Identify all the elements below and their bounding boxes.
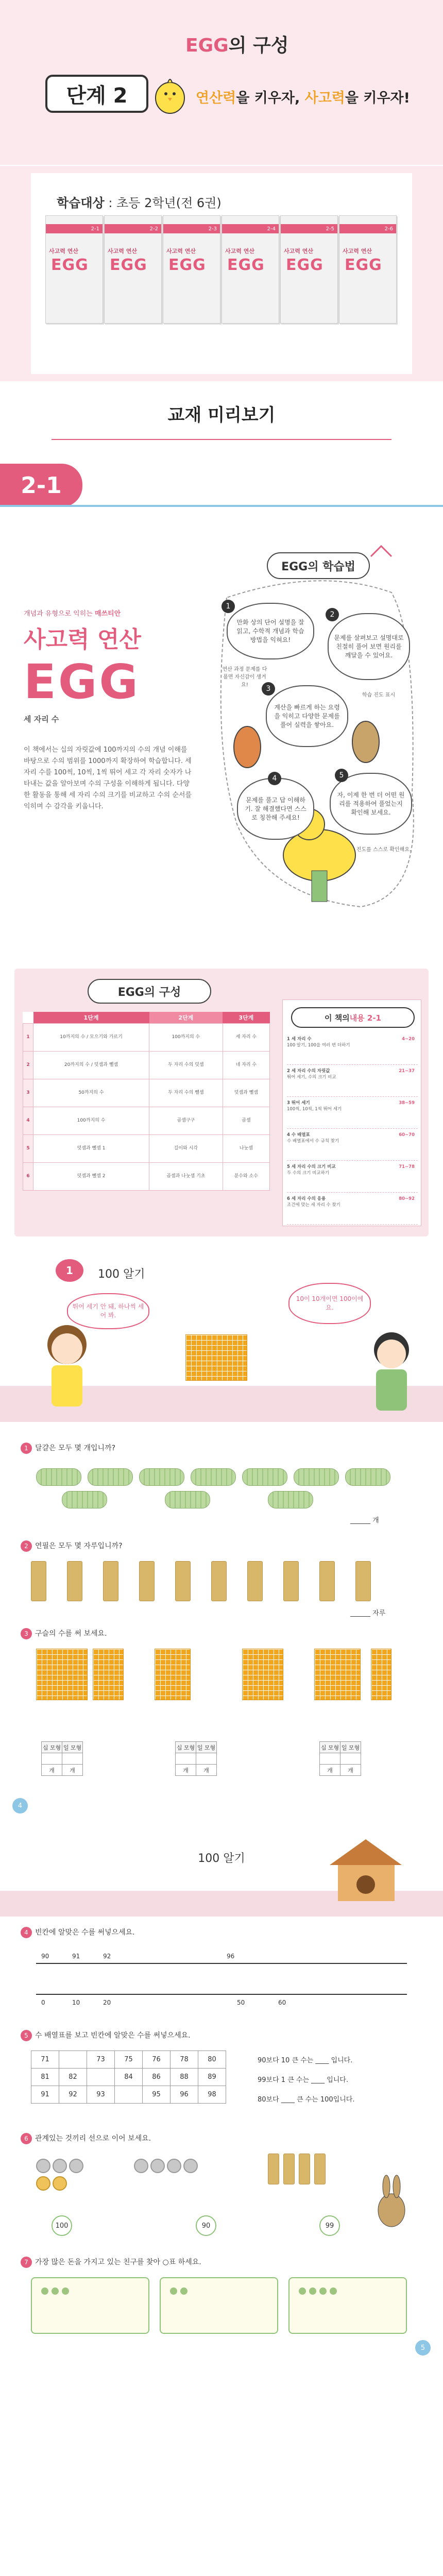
chapter-pages: 71~78 [399, 1164, 415, 1170]
boy-illustration [361, 1324, 422, 1422]
table-cell: 곱셈구구 [149, 1107, 223, 1134]
answer-blank[interactable]: ______ 자루 [350, 1609, 386, 1617]
note-text: 연산 과정 문제를 다 풀면 자신감이 생겨요! [222, 667, 267, 688]
question-number-icon: 7 [21, 2257, 32, 2268]
speech-text: 10이 10개이면 100이에요. [296, 1295, 364, 1311]
table-cell: 3 [23, 1079, 33, 1107]
number-chart [31, 2050, 226, 2104]
chapter-title-a: 이 책의 [324, 1013, 350, 1023]
target-section [0, 165, 443, 381]
coin-icon [53, 2159, 67, 2173]
money-panel[interactable] [288, 2277, 407, 2334]
egg-carton [345, 1468, 390, 1486]
question-text: 수 배열표를 보고 빈칸에 알맞은 수를 써넣으세요. [35, 2031, 191, 2040]
sentence-end: 입니다. [331, 2057, 353, 2064]
match-circle[interactable]: 90 [196, 2215, 216, 2236]
question-number-icon: 2 [21, 1540, 32, 1552]
chapter-detail: 조건에 맞는 세 자리 수 찾기 [287, 1202, 340, 1208]
table-cell: 100까지의 수 [33, 1107, 149, 1134]
chapter-pages: 21~37 [399, 1069, 415, 1074]
pv-cell[interactable] [196, 1753, 217, 1765]
pv-unit: 개 [320, 1765, 340, 1776]
book-egg: EGG [168, 256, 206, 274]
pv-unit: 개 [176, 1765, 196, 1776]
chapter-detail: 수 배열표에서 수 규칙 찾기 [287, 1139, 339, 1144]
girl-illustration [31, 1319, 103, 1417]
step-number: 5 [335, 769, 348, 782]
table-cell: 나눗셈 [223, 1134, 269, 1162]
note-text: 학습 진도 표시 [362, 692, 396, 698]
coin-icon [53, 2176, 67, 2191]
sentence-text: 90보다 10 큰 수는 [258, 2057, 314, 2064]
hundred-block [185, 1334, 247, 1381]
pencil-bundle [103, 1561, 118, 1601]
table-cell: 곱셈과 나눗셈 기초 [149, 1162, 223, 1190]
step-text: 문제를 풀고 답 이해하기. 잘 해결했다면 스스로 칭찬해 주세요! [245, 796, 306, 821]
bead-grid [36, 1649, 88, 1700]
slogan [196, 87, 410, 107]
number-line-label: 20 [103, 1999, 111, 2006]
step-number: 2 [326, 608, 339, 621]
table-cell: 세 자리 수 [223, 1023, 269, 1051]
table-cell: 덧셈과 뺄셈 2 [33, 1162, 149, 1190]
number-line-label: 91 [72, 1953, 80, 1960]
book-cover [222, 215, 279, 324]
step-number: 1 [222, 600, 235, 613]
coin-icon [150, 2159, 165, 2173]
stage-badge: 단계 2 [45, 75, 148, 113]
worksheet-page-1 [0, 1247, 443, 1824]
table-cell: 두 자리 수의 뺄셈 [149, 1079, 223, 1107]
place-value-table [175, 1741, 217, 1776]
question-text: 연필은 모두 몇 자루입니까? [35, 1542, 123, 1550]
table-cell: 50까지의 수 [33, 1079, 149, 1107]
table-cell: 100까지의 수 [149, 1023, 223, 1051]
table-cell: 덧셈과 뺄셈 [223, 1079, 269, 1107]
block-icon [283, 2154, 295, 2184]
slogan-d: 을 키우자! [345, 90, 410, 106]
chart-cell: 84 [115, 2069, 143, 2086]
slogan-a: 연산력 [196, 90, 236, 106]
worksheet-page-2 [0, 1824, 443, 2361]
chapter-list [282, 999, 421, 1226]
book-title: 사고력 연산 [49, 248, 78, 255]
title-egg: EGG [185, 35, 229, 56]
table-row [31, 2051, 226, 2069]
bead-grid [93, 1649, 124, 1700]
rabbit-illustration [371, 2174, 412, 2231]
composition-title [185, 31, 289, 57]
table-cell: 덧셈과 뺄셈 1 [33, 1134, 149, 1162]
sentence-end: 입니다. [327, 2076, 349, 2084]
question-5 [21, 2030, 191, 2041]
block-icon [314, 2154, 326, 2184]
divider [52, 439, 391, 440]
block-icon [299, 2154, 310, 2184]
book-egg-logo: EGG [24, 654, 140, 709]
question-number-icon: 5 [21, 2030, 32, 2041]
pv-unit: 개 [340, 1765, 361, 1776]
question-text: 구슬의 수를 써 보세요. [35, 1630, 107, 1638]
question-number-icon: 4 [21, 1927, 32, 1938]
pencil-bundle [247, 1561, 263, 1601]
chapter-detail: 100씩, 10씩, 1씩 뛰어 세기 [287, 1107, 342, 1112]
number-line-label: 50 [237, 1999, 245, 2006]
block-icon [268, 2154, 279, 2184]
chapter-name: 1 세 자리 수 [287, 1037, 312, 1042]
table-header-blank [23, 1012, 33, 1023]
lesson-title: 100 알기 [198, 1852, 245, 1865]
coin-icon [167, 2159, 181, 2173]
egg-carton [139, 1468, 184, 1486]
table-row [31, 2069, 226, 2086]
chapter-pages: 80~92 [399, 1196, 415, 1201]
table-row [23, 1107, 270, 1134]
book-title: 사고력 연산 [343, 248, 372, 255]
bead-grid [155, 1649, 191, 1700]
egg-carton [242, 1468, 287, 1486]
pv-cell[interactable] [320, 1753, 340, 1765]
question-4 [21, 1927, 135, 1938]
number-line-label: 90 [41, 1953, 49, 1960]
chart-cell: 91 [31, 2086, 59, 2104]
chapter-detail: 두 수의 크기 비교하기 [287, 1171, 330, 1176]
table-row [23, 1023, 270, 1051]
intro-section [0, 443, 443, 958]
series-a: 개념과 유형으로 익히는 [24, 610, 95, 618]
pv-unit: 개 [62, 1765, 83, 1776]
egg-carton [294, 1468, 339, 1486]
pv-header: 일 모형 [340, 1742, 361, 1753]
number-line [36, 1963, 407, 1964]
pencil-bundle [139, 1561, 155, 1601]
book-description: 이 책에서는 십의 자릿값에 100까지의 수의 개념 이해를 바탕으로 수의 범위를 1000까지 확장하여 학습합니다. 세 자리 수를 100씩, 10씩, 1씩 뛰어 세고 각 자리 숫자가 나타내는 값을 알아보며 수의 구성을 이해하게 됩니다. 다양한 활동을 통해 세 자리 수의 크기를 비교하고 수의 순서를 익히며 수 감각을 키웁니다. [24, 746, 192, 810]
egg-carton [165, 1491, 210, 1509]
book-title: 사고력 연산 [166, 248, 196, 255]
table-row [23, 1079, 270, 1107]
question-text: 달걀은 모두 몇 개입니까? [35, 1444, 116, 1452]
question-7 [21, 2257, 201, 2268]
pencil-bundle [319, 1561, 335, 1601]
number-line-label: 60 [278, 1999, 286, 2006]
coin-icon [330, 2287, 337, 2295]
speech-bubble [288, 1283, 371, 1324]
chapter-name: 2 세 자리 수의 자릿값 [287, 1069, 330, 1074]
egg-carton [36, 1468, 81, 1486]
table-header: 2단계 [149, 1012, 223, 1023]
question-number-icon: 6 [21, 2133, 32, 2144]
step-bubble [227, 603, 314, 659]
chapter-pages: 4~20 [402, 1037, 415, 1042]
place-value-table [41, 1741, 83, 1776]
book-egg: EGG [51, 256, 89, 274]
book-egg: EGG [227, 256, 265, 274]
chart-blank[interactable] [115, 2086, 143, 2104]
book-title: 사고력 연산 [284, 248, 313, 255]
chapter-row [287, 1068, 418, 1097]
composition-section [0, 958, 443, 1247]
chapter-pages: 60~70 [399, 1132, 415, 1138]
chart-cell: 96 [171, 2086, 198, 2104]
chart-cell: 81 [31, 2069, 59, 2086]
pv-header: 십 모형 [42, 1742, 62, 1753]
coin-icon [183, 2159, 198, 2173]
coin-icon [180, 2287, 188, 2295]
table-cell: 10까지의 수 / 모으기와 가르기 [33, 1023, 149, 1051]
chapter-title-b: 내용 2-1 [349, 1013, 381, 1023]
series-label [24, 608, 121, 618]
chart-cell: 76 [143, 2051, 171, 2069]
sentence-3: 80보다 ____ 큰 수는 100입니다. [258, 2096, 355, 2104]
question-text: 관계있는 것끼리 선으로 이어 보세요. [35, 2134, 151, 2143]
step-text: 계산을 빠르게 하는 요령을 익히고 다양한 문제를 풀어 실력을 쌓아요. [274, 703, 340, 728]
table-cell: 분수와 소수 [223, 1162, 269, 1190]
table-cell: 네 자리 수 [223, 1051, 269, 1079]
pv-header: 일 모형 [196, 1742, 217, 1753]
coin-icon [52, 2287, 59, 2295]
chapter-row [287, 1036, 418, 1065]
match-circle[interactable]: 100 [52, 2215, 72, 2236]
pencil-bundle [355, 1561, 371, 1601]
egg-carton [88, 1468, 133, 1486]
place-value-table [319, 1741, 361, 1776]
coin-icon [299, 2287, 306, 2295]
chapter-name: 3 뛰어 세기 [287, 1100, 310, 1106]
pv-unit: 개 [196, 1765, 217, 1776]
coin-icon [62, 2287, 69, 2295]
pv-header: 십 모형 [176, 1742, 196, 1753]
pv-cell[interactable] [62, 1753, 83, 1765]
number-line-label: 96 [227, 1953, 235, 1960]
target-label-key: 학습대상 [57, 196, 105, 210]
chapter-row [287, 1100, 418, 1129]
table-header: 1단계 [33, 1012, 149, 1023]
sentence-1: 90보다 10 큰 수는 ____ 입니다. [258, 2057, 353, 2064]
chart-cell: 95 [143, 2086, 171, 2104]
step-number: 3 [262, 682, 275, 696]
sentence-text: 80보다 [258, 2096, 279, 2104]
bead-grid [371, 1649, 391, 1700]
step-bubble [330, 773, 412, 835]
coin-icon [134, 2159, 148, 2173]
chapter-row [287, 1132, 418, 1161]
book-number: 2-2 [149, 226, 158, 232]
step-bubble [237, 778, 314, 840]
chart-cell: 71 [31, 2051, 59, 2069]
answer-blank[interactable]: ______ 개 [350, 1517, 379, 1524]
page-number: 5 [415, 2340, 431, 2355]
question-6 [21, 2133, 151, 2144]
question-text: 가장 많은 돈을 가지고 있는 친구를 찾아 ○표 하세요. [35, 2258, 201, 2266]
chart-cell: 88 [171, 2069, 198, 2086]
header-section [0, 0, 443, 165]
pv-unit: 개 [42, 1765, 62, 1776]
egg-carton [62, 1491, 107, 1509]
preview-title: 교재 미리보기 [167, 405, 276, 426]
chapter-detail: 100 알기, 100을 여러 번 더하기 [287, 1043, 350, 1048]
coin-icon [36, 2176, 50, 2191]
question-1 [21, 1443, 115, 1454]
pencil-bundle [283, 1561, 299, 1601]
chart-cell: 75 [115, 2051, 143, 2069]
book-cover [163, 215, 220, 324]
table-row [31, 2086, 226, 2104]
step-number: 4 [268, 772, 281, 785]
slogan-b: 을 키우자, [236, 90, 305, 106]
volume-tag: 2-1 [0, 464, 82, 507]
table-cell: 2 [23, 1051, 33, 1079]
money-panel[interactable] [160, 2277, 278, 2334]
book-number: 2-4 [267, 226, 276, 232]
book-subtitle: 세 자리 수 [24, 715, 59, 724]
method-diagram [206, 536, 422, 927]
book-cover [45, 215, 103, 324]
chapter-name: 5 세 자리 수의 크기 비교 [287, 1164, 336, 1170]
table-cell: 5 [23, 1134, 33, 1162]
chart-cell: 73 [87, 2051, 115, 2069]
money-panel[interactable] [31, 2277, 149, 2334]
pv-cell[interactable] [176, 1753, 196, 1765]
book-egg: EGG [345, 256, 382, 274]
table-cell: 6 [23, 1162, 33, 1190]
step-text: 문제를 살펴보고 설명대로 친절히 풀어 보면 원리를 깨달을 수 있어요. [334, 634, 404, 659]
page-number: 4 [12, 1798, 28, 1814]
egg-carton [191, 1468, 236, 1486]
number-line-label: 92 [103, 1953, 111, 1960]
chart-cell: 89 [198, 2069, 226, 2086]
chapter-name: 6 세 자리 수의 응용 [287, 1196, 326, 1201]
table-cell: 4 [23, 1107, 33, 1134]
lesson-number: 1 [56, 1259, 83, 1282]
book-number: 2-5 [326, 226, 334, 232]
coin-icon [36, 2159, 50, 2173]
egg-carton [268, 1491, 313, 1509]
table-cell: 길이와 시각 [149, 1134, 223, 1162]
preview-section [0, 381, 443, 443]
book-cover [280, 215, 338, 324]
title-rest: 의 구성 [228, 35, 289, 56]
level-table [23, 1012, 270, 1191]
number-line-label: 0 [41, 1999, 45, 2006]
book-egg: EGG [110, 256, 147, 274]
book-title: 사고력 연산 [225, 248, 254, 255]
pencil-bundle [67, 1561, 82, 1601]
question-number-icon: 1 [21, 1443, 32, 1454]
table-cell: 20까지의 수 / 덧셈과 뺄셈 [33, 1051, 149, 1079]
chart-cell: 98 [198, 2086, 226, 2104]
step-bubble [266, 685, 348, 747]
question-3 [21, 1628, 107, 1639]
chart-cell: 82 [59, 2069, 87, 2086]
slogan-c: 사고력 [304, 90, 345, 106]
book-cover [104, 215, 162, 324]
pencil-bundle [211, 1561, 227, 1601]
pv-cell[interactable] [42, 1753, 62, 1765]
book-number: 2-6 [384, 226, 393, 232]
coin-icon [319, 2287, 327, 2295]
answer-unit: 자루 [372, 1609, 386, 1617]
composition-title: EGG의 구성 [88, 979, 211, 1004]
step-text: 만화 상의 단어 설명을 잘 읽고, 수학적 개념과 학습 방법을 익혀요! [236, 618, 304, 643]
house-illustration [319, 1834, 412, 1906]
speech-text: 뛰어 세기 안 돼, 하나씩 세어 봐. [72, 1303, 144, 1319]
pv-header: 일 모형 [62, 1742, 83, 1753]
chart-cell: 78 [171, 2051, 198, 2069]
table-cell: 1 [23, 1023, 33, 1051]
note-text: 진도를 스스로 확인해요. [356, 847, 412, 853]
divider [0, 505, 443, 507]
book-number: 2-1 [91, 226, 99, 232]
coin-icon [170, 2287, 177, 2295]
chart-cell: 80 [198, 2051, 226, 2069]
table-row [23, 1051, 270, 1079]
book-title: 사고력 연산 [24, 626, 141, 653]
book-cover [339, 215, 397, 324]
chart-cell: 93 [87, 2086, 115, 2104]
book-number: 2-3 [208, 226, 217, 232]
series-b: 매쓰티안 [94, 610, 121, 618]
chapter-pages: 38~59 [399, 1100, 415, 1106]
lesson-title: 100 알기 [98, 1268, 145, 1281]
step-text: 자, 이제 한 번 더 어떤 원리를 적용하여 풀었는지 확인해 보세요. [337, 791, 405, 816]
chapter-title [291, 1007, 415, 1028]
book-set [45, 215, 398, 353]
coin-icon [309, 2287, 316, 2295]
sentence-2: 99보다 1 큰 수는 ____ 입니다. [258, 2076, 349, 2084]
chart-cell: 92 [59, 2086, 87, 2104]
chapter-row [287, 1196, 418, 1225]
chart-cell: 86 [143, 2069, 171, 2086]
pencil-bundle [175, 1561, 191, 1601]
match-circle[interactable]: 99 [319, 2215, 340, 2236]
chapter-detail: 뛰어 세기, 수의 크기 비교 [287, 1075, 336, 1080]
coin-icon [69, 2159, 83, 2173]
answer-unit: 개 [372, 1517, 379, 1524]
table-row [23, 1162, 270, 1190]
pencil-bundle [31, 1561, 46, 1601]
pv-header: 십 모형 [320, 1742, 340, 1753]
book-title: 사고력 연산 [108, 248, 137, 255]
question-2 [21, 1540, 123, 1552]
target-label-value: : 초등 2학년(전 6권) [104, 196, 222, 210]
chart-blank[interactable] [87, 2069, 115, 2086]
table-cell: 곱셈 [223, 1107, 269, 1134]
chapter-name: 4 수 배열표 [287, 1132, 310, 1138]
method-title: EGG의 학습법 [267, 552, 370, 579]
sentence-text: 99보다 1 큰 수는 [258, 2076, 310, 2084]
book-egg: EGG [286, 256, 323, 274]
pv-cell[interactable] [340, 1753, 361, 1765]
chart-blank[interactable] [59, 2051, 87, 2069]
step-bubble [328, 613, 410, 680]
question-text: 빈칸에 알맞은 수를 써넣으세요. [35, 1928, 135, 1937]
sentence-end: 큰 수는 100입니다. [296, 2096, 355, 2104]
chapter-row [287, 1164, 418, 1193]
target-label [57, 193, 222, 211]
table-header: 3단계 [223, 1012, 269, 1023]
bead-grid [242, 1649, 283, 1700]
number-line [36, 1994, 407, 1995]
question-number-icon: 3 [21, 1628, 32, 1639]
table-row [23, 1134, 270, 1162]
number-line-label: 10 [72, 1999, 80, 2006]
coin-icon [41, 2287, 48, 2295]
table-cell: 두 자리 수의 덧셈 [149, 1051, 223, 1079]
bead-grid [314, 1649, 361, 1700]
chick-icon [149, 72, 191, 115]
